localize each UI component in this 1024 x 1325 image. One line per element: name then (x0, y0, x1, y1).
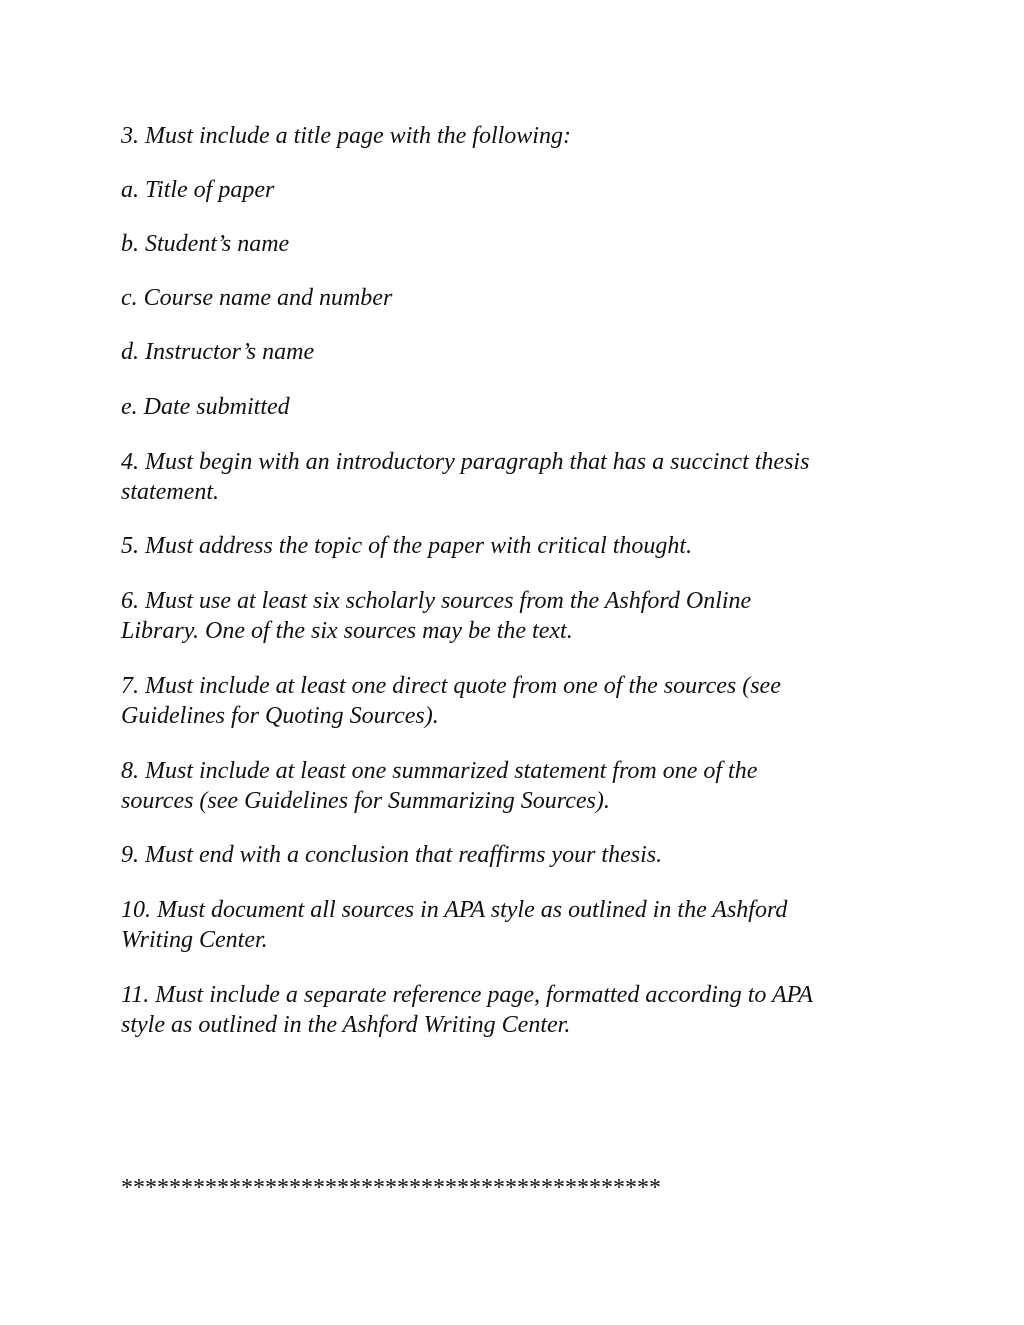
requirement-11-line-1: 11. Must include a separate reference page, formatted according to APA (121, 982, 813, 1008)
requirement-4-line-2: statement. (121, 479, 219, 505)
title-page-item-d: d. Instructor’s name (121, 339, 315, 365)
requirement-7-line-1: 7. Must include at least one direct quote from one of the sources (see (121, 673, 781, 699)
requirement-6-line-1: 6. Must use at least six scholarly sources from the Ashford Online (121, 588, 752, 614)
asterisk-separator: ********************************************* (121, 1175, 661, 1201)
requirement-4-line-1: 4. Must begin with an introductory paragraph that has a succinct thesis (121, 449, 810, 475)
requirement-10-line-2: Writing Center. (121, 927, 268, 953)
requirement-8-line-2: sources (see Guidelines for Summarizing Sources). (121, 788, 610, 814)
requirement-11-line-2: style as outlined in the Ashford Writing Center. (121, 1012, 571, 1038)
requirement-8-line-1: 8. Must include at least one summarized statement from one of the (121, 758, 758, 784)
title-page-item-b: b. Student’s name (121, 231, 290, 257)
requirement-6-line-2: Library. One of the six sources may be the text. (121, 618, 573, 644)
requirement-10-line-1: 10. Must document all sources in APA style as outlined in the Ashford (121, 897, 788, 923)
requirement-3-line-1: 3. Must include a title page with the following: (121, 123, 571, 149)
title-page-item-e: e. Date submitted (121, 394, 290, 420)
title-page-item-c: c. Course name and number (121, 285, 393, 311)
requirement-7-line-2: Guidelines for Quoting Sources). (121, 703, 439, 729)
requirement-5-line-1: 5. Must address the topic of the paper with critical thought. (121, 533, 693, 559)
requirement-9-line-1: 9. Must end with a conclusion that reaffirms your thesis. (121, 842, 663, 868)
title-page-item-a: a. Title of paper (121, 177, 275, 203)
